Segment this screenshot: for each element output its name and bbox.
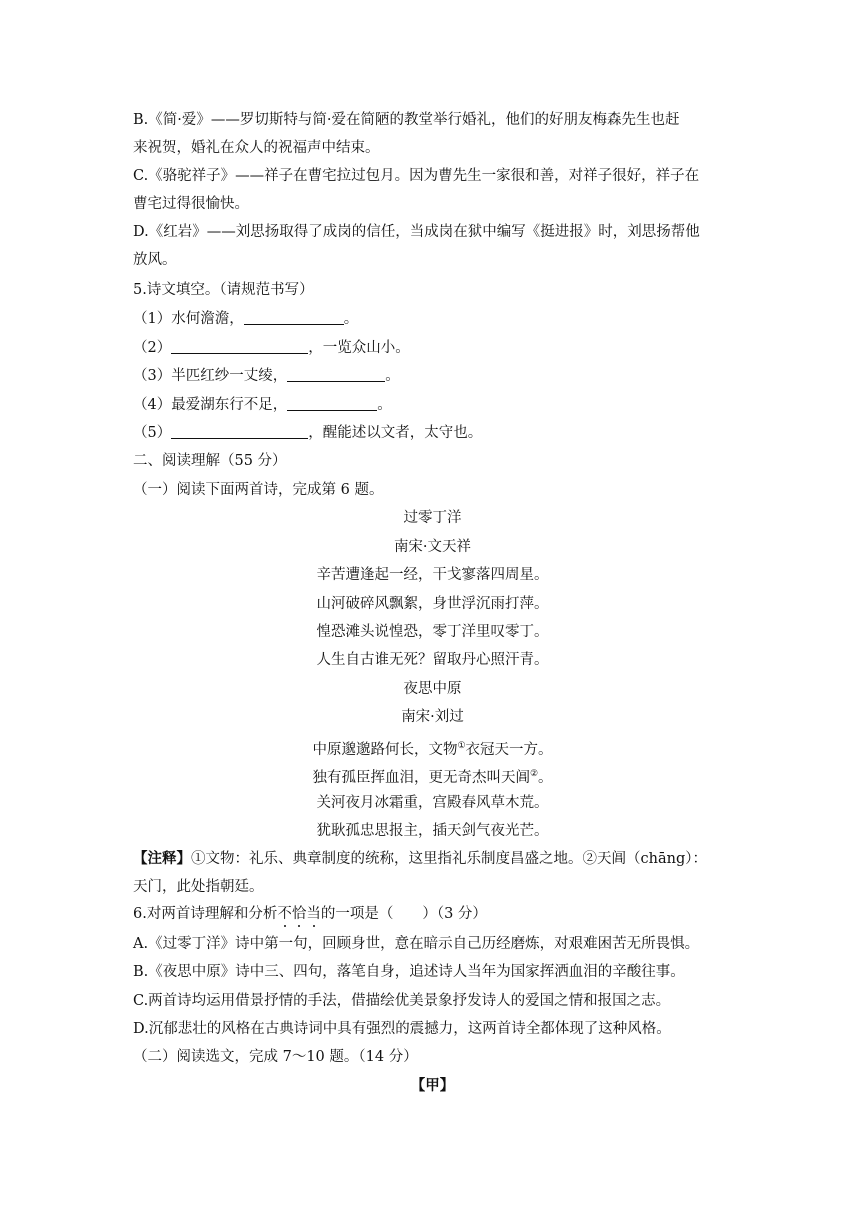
q4-option-b-line1: B.《简·爱》——罗切斯特与简·爱在简陋的教堂举行婚礼，他们的好朋友梅森先生也赶 <box>133 112 680 128</box>
q4-option-c-line1: C.《骆驼祥子》——祥子在曹宅拉过包月。因为曹先生一家很和善，对祥子很好，祥子在 <box>133 168 700 184</box>
q6-option-c: C.两首诗均运用借景抒情的手法，借描绘优美景象抒发诗人的爱国之情和报国之志。 <box>133 993 671 1009</box>
q5-item-1 <box>133 309 733 329</box>
q5-item-5-end: ，醒能述以文者，太守也。 <box>308 425 483 441</box>
poem-2-author: 南宋·刘过 <box>401 709 464 725</box>
note-line-2: 天门，此处指朝廷。 <box>133 879 264 895</box>
q6-stem <box>133 904 733 924</box>
poem-1-author: 南宋·文天祥 <box>393 539 472 555</box>
poem-1-line-2: 山河破碎风飘絮，身世浮沉雨打萍。 <box>316 596 549 612</box>
q5-item-4-blank[interactable] <box>287 395 377 411</box>
q5-item-2 <box>133 338 733 358</box>
q5-item-1-end: 。 <box>343 311 359 327</box>
q5-item-5 <box>133 423 733 443</box>
q5-item-4-text: （4）最爱湖东行不足， <box>133 397 288 413</box>
q4-option-c-line2: 曹宅过得很愉快。 <box>133 196 249 212</box>
poem-1-line-4: 人生自古谁无死？留取丹心照汗青。 <box>316 652 549 668</box>
q5-item-5-blank[interactable] <box>171 423 308 439</box>
q6-option-d: D.沉郁悲壮的风格在古典诗词中具有强烈的震撼力，这两首诗全都体现了这种风格。 <box>133 1021 671 1037</box>
q5-item-4 <box>133 395 733 415</box>
poem-2-line-4: 犹耿孤忠思报主，插天剑气夜光芒。 <box>316 823 549 839</box>
poem-2-line-1-a: 中原邈邈路何长，文物 <box>312 742 458 758</box>
poem-2-line-2-b: 。 <box>538 770 553 786</box>
footnote-marker-1: ① <box>457 741 466 751</box>
q5-item-3-end: 。 <box>385 368 400 384</box>
part-2-title: （二）阅读选文，完成 7～10 题。（14 分） <box>133 1049 418 1065</box>
poem-2-line-1 <box>0 736 865 760</box>
q5-item-1-blank[interactable] <box>244 309 344 325</box>
q5-item-3-text: （3）半匹红纱一丈绫， <box>133 368 288 384</box>
section-2-part-1: （一）阅读下面两首诗，完成第 6 题。 <box>133 482 384 498</box>
q4-option-d-line2: 放风。 <box>133 252 177 268</box>
q5-item-2-text: （2） <box>133 340 172 356</box>
q6-stem-a: 6.对两首诗理解和分析 <box>133 906 278 922</box>
text-jia-heading: 【甲】 <box>410 1077 455 1094</box>
q4-option-b-line2: 来祝贺，婚礼在众人的祝福声中结束。 <box>133 140 380 156</box>
note-text-1: ①文物：礼乐、典章制度的统称，这里指礼乐制度昌盛之地。②天阊（chāng）： <box>191 851 707 867</box>
q6-emphasis-1: 不 <box>277 906 292 922</box>
poem-2-line-2-a: 独有孤臣挥血泪，更无奇杰叫天阊 <box>312 770 530 786</box>
q5-item-3-blank[interactable] <box>287 366 385 382</box>
q5-item-4-end: 。 <box>377 397 392 413</box>
poem-1-title: 过零丁洋 <box>403 510 462 526</box>
q6-stem-c: 的一项是（ ）（3 分） <box>320 906 487 922</box>
poem-1-line-3: 惶恐滩头说惶恐，零丁洋里叹零丁。 <box>316 624 549 640</box>
q5-item-2-blank[interactable] <box>171 338 308 354</box>
q5-item-1-text: （1）水何澹澹， <box>133 311 244 327</box>
poem-2-title: 夜思中原 <box>403 681 462 697</box>
poem-1-line-1: 辛苦遭逢起一经，干戈寥落四周星。 <box>316 567 549 583</box>
poem-2-line-3: 关河夜月冰霜重，宫殿春风草木荒。 <box>316 795 549 811</box>
poem-2-line-1-b: 衣冠天一方。 <box>465 742 553 758</box>
q5-item-5-text: （5） <box>133 425 172 441</box>
note-line-1 <box>133 849 733 869</box>
q6-emphasis-3: 当 <box>306 906 321 922</box>
q5-item-3 <box>133 366 733 386</box>
q6-option-a: A.《过零丁洋》诗中第一句，回顾身世，意在暗示自己历经磨炼，对艰难困苦无所畏惧。 <box>133 936 700 952</box>
q4-option-d-line1: D.《红岩》——刘思扬取得了成岗的信任，当成岗在狱中编写《挺进报》时，刘思扬帮他 <box>133 224 700 240</box>
q5-title: 5.诗文填空。（请规范书写） <box>133 282 314 298</box>
note-label: 【注释】 <box>133 850 191 867</box>
q5-item-2-end: ，一览众山小。 <box>308 340 410 356</box>
q6-emphasis-2: 恰 <box>291 906 307 922</box>
footnote-marker-2: ② <box>529 769 539 779</box>
q6-option-b: B.《夜思中原》诗中三、四句，落笔自身，追述诗人当年为国家挥洒血泪的辛酸往事。 <box>133 964 685 980</box>
section-2-title: 二、阅读理解（55 分） <box>133 453 287 469</box>
poem-2-line-2 <box>0 764 865 788</box>
